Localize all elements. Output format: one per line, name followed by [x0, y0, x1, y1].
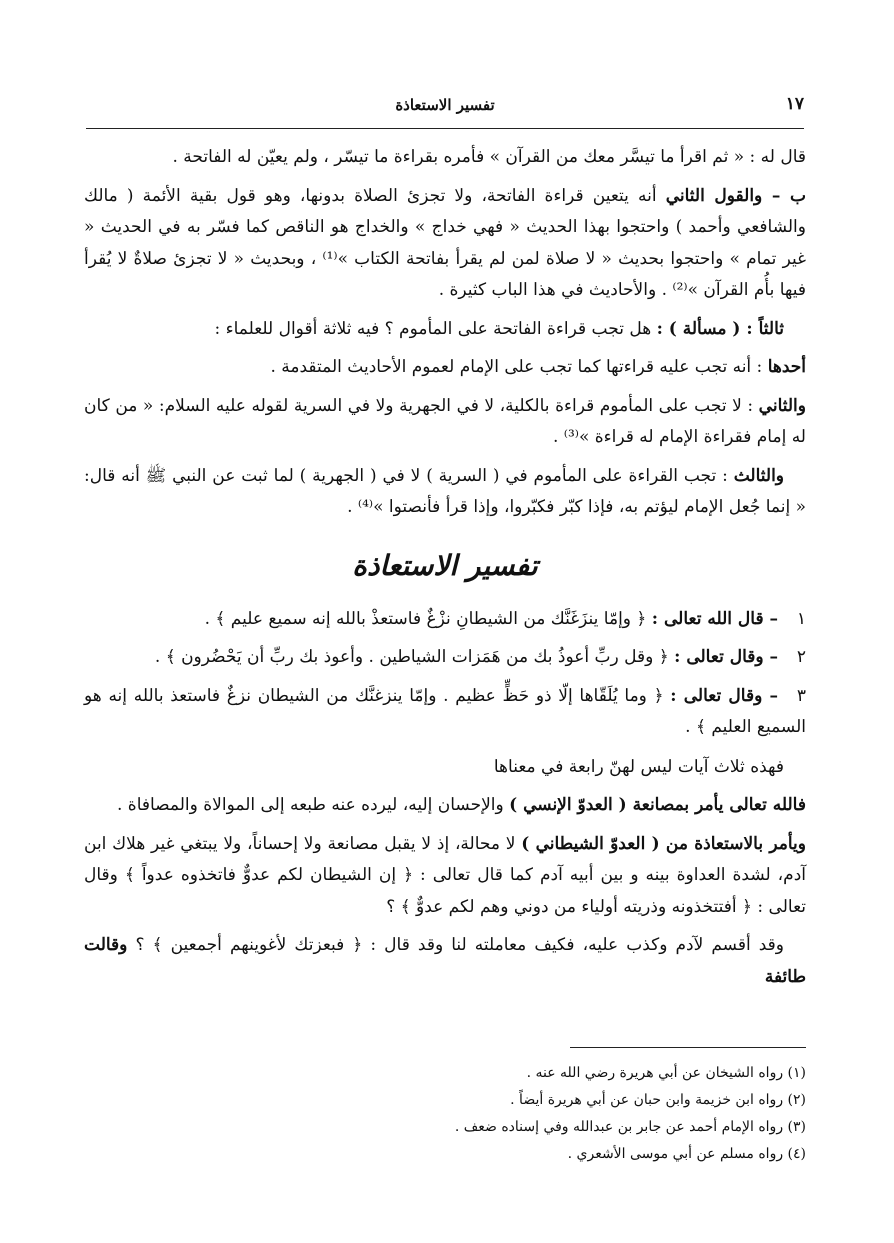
paragraph-10-tail: وقالت طائفة: [84, 935, 806, 987]
footnotes: [200, 1060, 806, 1168]
ayah-number: ٢: [796, 647, 806, 667]
paragraph-7: فهذه ثلاث آيات ليس لهنّ رابعة في معناها: [493, 756, 784, 777]
paragraph-5: [84, 391, 806, 454]
paragraph-3: [84, 314, 806, 346]
paragraph-6-lead: والثالث: [733, 465, 784, 486]
page-number: ١٧: [785, 94, 804, 114]
running-header: [86, 92, 804, 122]
paragraph-4: [84, 352, 806, 384]
footnote-4: (٤) رواه مسلم عن أبي موسى الأشعري .: [567, 1146, 806, 1162]
paragraph-3-text: هل تجب قراءة الفاتحة على المأموم ؟ فيه ثلاثة أقوال للعلماء :: [214, 318, 657, 339]
paragraph-2-text: أنه يتعين قراءة الفاتحة، ولا تجزئ الصلاة بدونها، وهو قول بقية الأئمة ( مالك والشافعي وأحمد ) واحتجوا بهذا الحديث « فهي خداج » والخداج هو الناقص كما فسّر به في الحديث « غير تمام » واحتجوا بحديث « لا صلاة لمن لم يقرأ بفاتحة الكتاب »⁽¹⁾ ، وبحديث « لا تجزئ صلاةٌ لا يُقرأ فيها بأُم القرآن »⁽²⁾ . والأحاديث في هذا الباب كثيرة .: [84, 185, 807, 300]
paragraph-5-lead: والثاني: [758, 395, 806, 416]
ayah-number: ٣: [796, 685, 806, 706]
ayah-number: ١: [796, 608, 806, 629]
paragraph-4-lead: أحدها: [767, 357, 806, 377]
paragraph-9-lead: ويأمر بالاستعاذة من ( العدوّ الشيطاني ): [521, 833, 806, 854]
footnote-2: (٢) رواه ابن خزيمة وابن حبان عن أبي هريرة أيضاً .: [510, 1092, 806, 1108]
paragraph-2-lead: ب – والقول الثاني: [665, 185, 807, 206]
paragraph-6: [84, 461, 806, 524]
paragraph-3-lead: ثالثاً : ( مسألة ) :: [656, 318, 784, 339]
footnote-1: (١) رواه الشيخان عن أبي هريرة رضي الله عنه .: [526, 1065, 806, 1081]
paragraph-8: [84, 790, 806, 822]
paragraph-6-text: : تجب القراءة على المأموم في ( السرية ) لا في ( الجهرية ) لما ثبت عن النبي ﷺ أنه قال: « إنما جُعل الإمام ليؤتم به، فإذا كبّر فكبّروا، وإذا قرأ فأنصتوا »⁽⁴⁾ .: [84, 465, 806, 517]
paragraph-10: [84, 930, 806, 993]
paragraph-8-text: والإحسان إليه، ليرده عنه طبعه إلى الموالاة والمصافاة .: [116, 795, 510, 815]
paragraph-1: قال له : « ثم اقرأ ما تيسَّر معك من القرآن » فأمره بقراءة ما تيسّر ، ولم يعيّن له الفاتحة .: [172, 147, 806, 167]
ayah-lead: – قال الله تعالى :: [651, 608, 778, 629]
footnote-3: (٣) رواه الإمام أحمد عن جابر بن عبدالله وفي إسناده ضعف .: [454, 1119, 806, 1135]
ayah-1: [84, 604, 806, 636]
ayah-lead: – وقال تعالى :: [674, 647, 778, 667]
main-text: [84, 142, 806, 1000]
paragraph-2: [84, 181, 806, 307]
paragraph-4-text: : أنه تجب عليه قراءتها كما تجب على الإمام لعموم الأحاديث المتقدمة .: [270, 357, 768, 377]
header-rule: [86, 128, 804, 129]
ayah-2: [84, 642, 806, 674]
ayah-text: ﴿ وإمّا ينزَغَنَّك من الشيطانِ نزْغٌ فاستعذْ بالله إنه سميع عليم ﴾ .: [204, 608, 652, 629]
paragraph-9-text: لا محالة، إذ لا يقبل مصانعة ولا إحساناً، ولا يبتغي غير هلاك ابن آدم، لشدة العداوة بينه و بين أبيه آدم كما قال تعالى : ﴿ إن الشيطان لكم عدوٌّ فاتخذوه عدواً ﴾ وقال تعالى : ﴿ أفتتخذونه وذريته أولياء من دوني وهم لكم عدوٌّ ﴾ ؟: [84, 833, 806, 917]
section-title: تفسير الاستعاذة: [352, 548, 538, 582]
paragraph-10-text: وقد أقسم لآدم وكذب عليه، فكيف معاملته لنا وقد قال : ﴿ فبعزتك لأغوينهم أجمعين ﴾ ؟: [127, 935, 784, 955]
footnote-rule: [570, 1047, 806, 1048]
ayah-lead: – وقال تعالى :: [670, 685, 778, 706]
ayah-text: ﴿ وقل ربِّ أعوذُ بك من هَمَزات الشياطين . وأعوذ بك ربِّ أن يَحْضُرون ﴾ .: [154, 647, 675, 667]
paragraph-8-lead: فالله تعالى يأمر بمصانعة ( العدوّ الإنسي ): [509, 795, 806, 815]
ayah-3: [84, 681, 806, 744]
paragraph-9: [84, 829, 806, 924]
paragraph-5-text: : لا تجب على المأموم قراءة بالكلية، لا في الجهرية ولا في السرية لقوله عليه السلام: « من كان له إمام فقراءة الإمام له قراءة »⁽³⁾ .: [84, 395, 806, 447]
ayah-text: ﴿ وما يُلَقّاها إلّا ذو حَظٍّ عظيم . وإمّا ينزغنَّك من الشيطان نزغٌ فاستعذ بالله إنه هو السميع العليم ﴾ .: [84, 685, 806, 737]
running-title: تفسير الاستعاذة: [395, 96, 495, 114]
